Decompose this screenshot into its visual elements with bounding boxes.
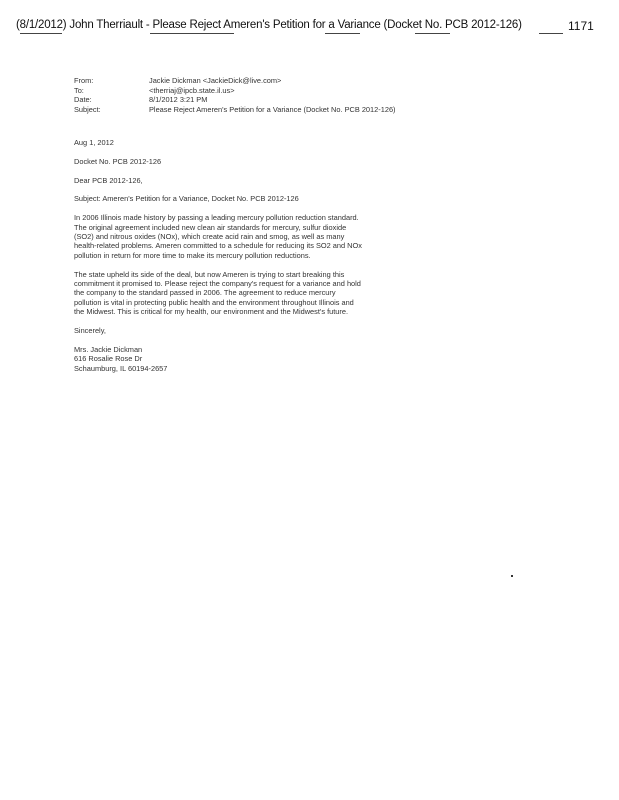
letter-paragraph-1: In 2006 Illinois made history by passing a leading mercury pollution reduction standard. The original agreement included new clean air standards for mercury, sulfur dioxide (SO2) and nitrous oxides (NOx), which create acid rain and smog, as well as many health-related problems. Ameren committed to a schedule for reducing its SO2 and NOx pollution in return for more time to make its mercury pollution reductions. xyxy=(74,213,362,260)
signature-block xyxy=(74,345,364,373)
signer-name: Mrs. Jackie Dickman xyxy=(74,344,143,354)
letter-closing: Sincerely, xyxy=(74,326,106,336)
subject-row xyxy=(74,105,396,115)
subject-label: Subject: xyxy=(74,104,101,114)
from-row xyxy=(74,76,396,86)
date-row xyxy=(74,95,396,105)
letter-body xyxy=(74,138,364,373)
header-title: (8/1/2012) John Therriault - Please Reject Ameren's Petition for a Variance (Docket No. PCB 2012-126) xyxy=(16,19,522,31)
header-underline-1 xyxy=(20,33,62,34)
scan-speck xyxy=(511,575,513,577)
signer-address-2: Schaumburg, IL 60194-2657 xyxy=(74,363,168,373)
email-meta xyxy=(74,76,396,114)
header-underline-4 xyxy=(415,33,450,34)
letter-subject: Subject: Ameren's Petition for a Variance, Docket No. PCB 2012-126 xyxy=(74,194,299,204)
letter-docket: Docket No. PCB 2012-126 xyxy=(74,156,162,166)
date-label: Date: xyxy=(74,95,92,105)
header-underline-3 xyxy=(325,33,360,34)
page-number-rule xyxy=(539,33,563,34)
from-value: Jackie Dickman <JackieDick@live.com> xyxy=(149,76,282,85)
subject-value: Please Reject Ameren's Petition for a Variance (Docket No. PCB 2012-126) xyxy=(149,104,396,114)
page-number: 1171 xyxy=(568,19,594,33)
letter-paragraph-2: The state upheld its side of the deal, but now Ameren is trying to start breaking this commitment it promised to. Please reject the company's request for a variance and hold the company to the standard passed in 2006. The agreement to reduce mercury pollution is vital in protecting public health and the environment throughout Illinois and the Midwest. This is critical for my health, our environment and the Midwest's future. xyxy=(74,269,361,317)
to-row xyxy=(74,86,396,96)
to-value: <therriaj@ipcb.state.il.us> xyxy=(149,85,235,95)
to-label: To: xyxy=(74,85,84,95)
letter-date: Aug 1, 2012 xyxy=(74,138,114,147)
signer-address-1: 616 Rosalie Rose Dr xyxy=(74,354,143,364)
from-label: From: xyxy=(74,76,94,85)
date-value: 8/1/2012 3:21 PM xyxy=(149,95,208,105)
header-underline-2 xyxy=(150,33,234,34)
letter-salutation: Dear PCB 2012-126, xyxy=(74,175,143,185)
